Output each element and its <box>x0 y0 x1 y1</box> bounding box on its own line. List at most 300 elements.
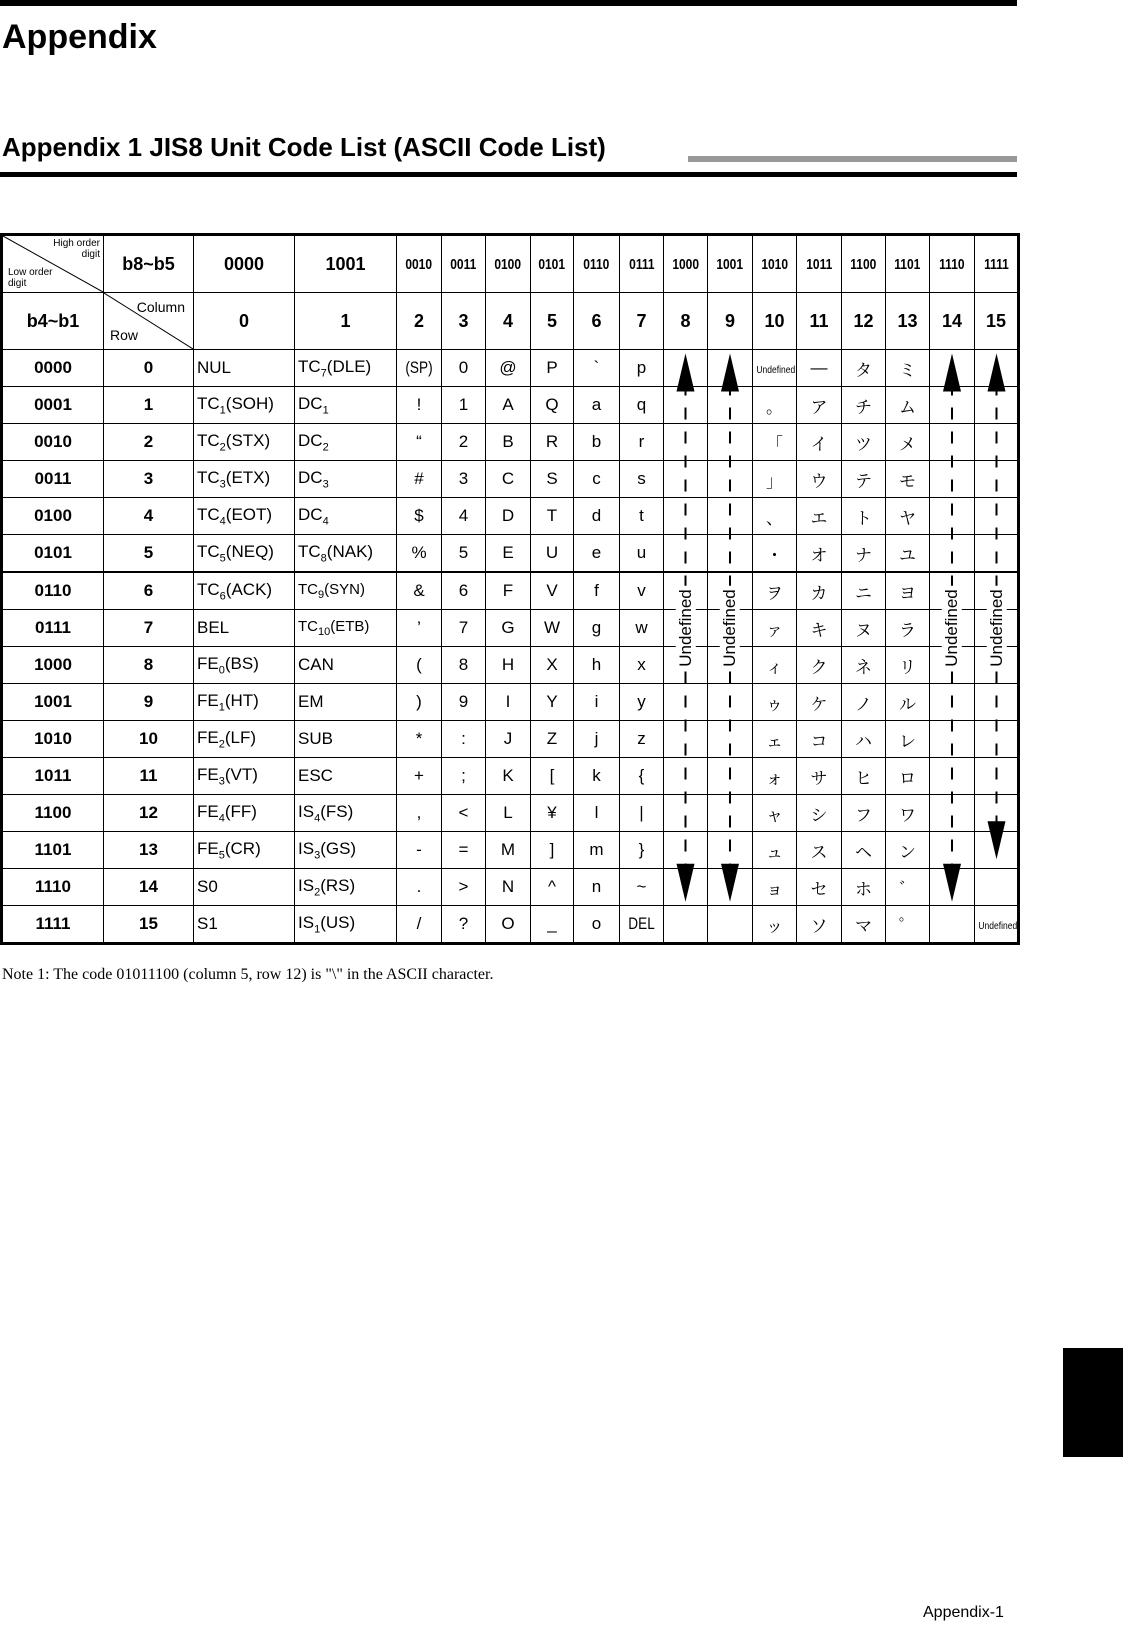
column-11-cell: サ <box>797 758 842 795</box>
column-1-cell: $TC_{10}(ETB)$ <box>295 610 397 647</box>
subscript: 1 <box>314 923 321 936</box>
column-6-cell: c <box>574 461 620 498</box>
low-bits-cell: 1100 <box>2 795 104 832</box>
column-2-cell: / <box>397 906 442 944</box>
column-14-cell <box>930 387 975 424</box>
column-0-cell: S1 <box>194 906 295 944</box>
column-12-cell: テ <box>842 461 886 498</box>
column-8-cell <box>664 906 708 944</box>
column-14-cell <box>930 869 975 906</box>
column-3-cell: 0 <box>442 350 486 387</box>
high-bits-5 <box>531 235 574 293</box>
column-10-cell: ・ <box>753 535 797 573</box>
column-9-cell <box>708 721 753 758</box>
column-4-cell: J <box>486 721 531 758</box>
char-text: DEL <box>628 914 655 933</box>
column-10-cell: ュ <box>753 832 797 869</box>
column-3-cell: < <box>442 795 486 832</box>
column-number-15: 15 <box>975 293 1019 350</box>
undefined-label: Undefined <box>756 365 796 376</box>
subscript: 5 <box>219 552 226 565</box>
subscript: 4 <box>219 515 226 528</box>
column-2-cell <box>397 350 442 387</box>
column-7-cell: s <box>620 461 664 498</box>
row-number-cell: 11 <box>104 758 194 795</box>
column-12-cell: ト <box>842 498 886 535</box>
column-number-12: 12 <box>842 293 886 350</box>
low-bits-cell: 1000 <box>2 647 104 684</box>
column-number-header-row <box>2 293 1019 350</box>
column-5-cell: ^ <box>531 869 574 906</box>
column-11-cell: ウ <box>797 461 842 498</box>
table-row <box>2 832 1019 869</box>
column-4-cell: I <box>486 684 531 721</box>
column-13-cell: レ <box>886 721 930 758</box>
column-7-cell: t <box>620 498 664 535</box>
subscript: 4 <box>322 515 329 528</box>
column-1-cell: $IS_4(FS)$ <box>295 795 397 832</box>
column-5-cell: ¥ <box>531 795 574 832</box>
column-10-cell: 「 <box>753 424 797 461</box>
column-0-cell: NUL <box>194 350 295 387</box>
column-7-cell: y <box>620 684 664 721</box>
subscript: 6 <box>219 590 226 603</box>
high-bits-text: 0110 <box>583 256 610 273</box>
column-10-cell: 、 <box>753 498 797 535</box>
column-4-cell: E <box>486 535 531 573</box>
column-15-cell <box>975 424 1019 461</box>
column-7-cell: z <box>620 721 664 758</box>
subscript: 3 <box>322 478 329 491</box>
table-row <box>2 758 1019 795</box>
column-8-cell <box>664 795 708 832</box>
column-12-cell: ヒ <box>842 758 886 795</box>
column-0-cell: $TC_5(NEQ)$ <box>194 535 295 573</box>
column-2-cell: ! <box>397 387 442 424</box>
high-bits-11 <box>797 235 842 293</box>
high-bits-0: 0000 <box>194 235 295 293</box>
appendix-thumb-tab <box>1063 1348 1123 1457</box>
high-bits-3 <box>442 235 486 293</box>
column-12-cell: ナ <box>842 535 886 573</box>
column-4-cell: D <box>486 498 531 535</box>
column-1-cell: $IS_1(US)$ <box>295 906 397 944</box>
column-11-cell: カ <box>797 572 842 610</box>
table-row <box>2 684 1019 721</box>
column-11-cell: — <box>797 350 842 387</box>
column-15-cell <box>975 832 1019 869</box>
column-12-cell: ヌ <box>842 610 886 647</box>
column-3-cell: 2 <box>442 424 486 461</box>
column-11-cell: ア <box>797 387 842 424</box>
column-9-cell <box>708 869 753 906</box>
column-6-cell: a <box>574 387 620 424</box>
column-5-cell: V <box>531 572 574 610</box>
undefined-column-label-9: Undefined <box>720 586 740 670</box>
column-7-cell: ~ <box>620 869 664 906</box>
low-bits-cell: 1110 <box>2 869 104 906</box>
column-2-cell: * <box>397 721 442 758</box>
low-bits-cell: 1111 <box>2 906 104 944</box>
column-14-cell <box>930 758 975 795</box>
column-row-corner-cell <box>104 293 194 350</box>
subscript: 0 <box>218 664 225 677</box>
column-2-cell: ) <box>397 684 442 721</box>
column-5-cell: ] <box>531 832 574 869</box>
column-12-cell: ハ <box>842 721 886 758</box>
table-row <box>2 795 1019 832</box>
column-7-cell: r <box>620 424 664 461</box>
column-9-cell <box>708 350 753 387</box>
row-number-cell: 6 <box>104 572 194 610</box>
column-1-cell: $TC_7(DLE)$ <box>295 350 397 387</box>
high-bits-text: 1110 <box>939 256 965 273</box>
column-2-cell: ( <box>397 647 442 684</box>
column-9-cell <box>708 832 753 869</box>
column-12-cell: ホ <box>842 869 886 906</box>
column-12-cell: マ <box>842 906 886 944</box>
column-3-cell: 7 <box>442 610 486 647</box>
column-3-cell: 6 <box>442 572 486 610</box>
high-bits-text: 1001 <box>716 256 744 273</box>
column-11-cell: オ <box>797 535 842 573</box>
column-0-cell: $FE_3(VT)$ <box>194 758 295 795</box>
row-number-cell: 12 <box>104 795 194 832</box>
column-3-cell: = <box>442 832 486 869</box>
column-8-cell <box>664 387 708 424</box>
table-row <box>2 498 1019 535</box>
column-11-cell: エ <box>797 498 842 535</box>
column-15-cell <box>975 498 1019 535</box>
section-rule <box>0 172 1017 177</box>
high-bits-15 <box>975 235 1019 293</box>
subscript: 3 <box>314 849 321 862</box>
column-5-cell: P <box>531 350 574 387</box>
column-11-cell: ソ <box>797 906 842 944</box>
column-7-cell: x <box>620 647 664 684</box>
subscript: 10 <box>318 626 331 638</box>
column-1-cell: $DC_2$ <box>295 424 397 461</box>
column-3-cell: 3 <box>442 461 486 498</box>
subscript: 2 <box>314 886 321 899</box>
column-4-cell: M <box>486 832 531 869</box>
row-number-cell: 1 <box>104 387 194 424</box>
column-15-cell <box>975 758 1019 795</box>
column-4-cell: O <box>486 906 531 944</box>
high-bits-1: 1001 <box>295 235 397 293</box>
table-row <box>2 869 1019 906</box>
column-5-cell: Y <box>531 684 574 721</box>
column-10-cell: ヲ <box>753 572 797 610</box>
column-10-cell: ャ <box>753 795 797 832</box>
row-number-cell: 7 <box>104 610 194 647</box>
table-row <box>2 350 1019 387</box>
column-5-cell: T <box>531 498 574 535</box>
column-6-cell: o <box>574 906 620 944</box>
column-14-cell <box>930 498 975 535</box>
column-7-cell: | <box>620 795 664 832</box>
column-11-cell: イ <box>797 424 842 461</box>
row-number-cell: 2 <box>104 424 194 461</box>
column-5-cell: _ <box>531 906 574 944</box>
column-10-cell: ァ <box>753 610 797 647</box>
column-5-cell: X <box>531 647 574 684</box>
column-5-cell: U <box>531 535 574 573</box>
column-11-cell: ケ <box>797 684 842 721</box>
low-bits-cell: 0111 <box>2 610 104 647</box>
section-title-bar <box>688 156 1017 162</box>
table-row <box>2 572 1019 610</box>
high-bits-13 <box>886 235 930 293</box>
column-9-cell <box>708 906 753 944</box>
high-bits-text: 0011 <box>450 256 477 273</box>
subscript: 1 <box>218 701 225 714</box>
low-order-digit-label: Low order digit <box>8 267 53 289</box>
column-14-cell <box>930 721 975 758</box>
undefined-column-label-8: Undefined <box>675 586 695 670</box>
subscript: 1 <box>322 404 329 417</box>
column-6-cell: f <box>574 572 620 610</box>
high-bits-9 <box>708 235 753 293</box>
column-8-cell <box>664 424 708 461</box>
column-8-cell <box>664 721 708 758</box>
column-4-cell: C <box>486 461 531 498</box>
column-6-cell: j <box>574 721 620 758</box>
row-number-cell: 5 <box>104 535 194 573</box>
column-4-cell: L <box>486 795 531 832</box>
column-14-cell <box>930 350 975 387</box>
subscript: 3 <box>219 478 226 491</box>
subscript: 4 <box>314 812 321 825</box>
column-14-cell <box>930 424 975 461</box>
subscript: 3 <box>218 775 225 788</box>
column-6-cell: l <box>574 795 620 832</box>
column-3-cell: ? <box>442 906 486 944</box>
column-11-cell: コ <box>797 721 842 758</box>
column-2-cell: “ <box>397 424 442 461</box>
subscript: 2 <box>322 441 329 454</box>
high-bits-header-row <box>2 235 1019 293</box>
table-row <box>2 424 1019 461</box>
column-8-cell <box>664 869 708 906</box>
column-1-cell: ESC <box>295 758 397 795</box>
subscript: 4 <box>218 812 225 825</box>
subscript: 9 <box>318 589 325 601</box>
column-4-cell: N <box>486 869 531 906</box>
column-6-cell: n <box>574 869 620 906</box>
row-number-cell: 8 <box>104 647 194 684</box>
column-number-2: 2 <box>397 293 442 350</box>
column-5-cell: R <box>531 424 574 461</box>
column-11-cell: ク <box>797 647 842 684</box>
low-bits-cell: 0011 <box>2 461 104 498</box>
table-row <box>2 387 1019 424</box>
column-7-cell: p <box>620 350 664 387</box>
column-9-cell <box>708 461 753 498</box>
column-9-cell <box>708 535 753 573</box>
column-2-cell: % <box>397 535 442 573</box>
column-number-14: 14 <box>930 293 975 350</box>
column-12-cell: ノ <box>842 684 886 721</box>
column-3-cell: 4 <box>442 498 486 535</box>
column-14-cell <box>930 461 975 498</box>
column-3-cell: 8 <box>442 647 486 684</box>
undefined-column-label-15: Undefined <box>986 586 1006 670</box>
column-13-cell: ゛ <box>886 869 930 906</box>
column-13-cell: ル <box>886 684 930 721</box>
row-number-cell: 4 <box>104 498 194 535</box>
undefined-column-label-14: Undefined <box>942 586 962 670</box>
top-rule <box>0 0 1017 6</box>
high-bits-text: 0100 <box>494 256 522 273</box>
column-5-cell: S <box>531 461 574 498</box>
column-5-cell: Q <box>531 387 574 424</box>
column-0-cell: $FE_4(FF)$ <box>194 795 295 832</box>
column-7-cell: q <box>620 387 664 424</box>
subscript: 2 <box>218 738 225 751</box>
column-2-cell: , <box>397 795 442 832</box>
column-13-cell: ラ <box>886 610 930 647</box>
column-7-cell: v <box>620 572 664 610</box>
high-order-digit-label: High order digit <box>53 238 100 260</box>
column-7-cell: } <box>620 832 664 869</box>
column-13-cell: ヤ <box>886 498 930 535</box>
high-bits-4 <box>486 235 531 293</box>
column-13-cell: リ <box>886 647 930 684</box>
column-13-cell: ゜ <box>886 906 930 944</box>
column-0-cell: S0 <box>194 869 295 906</box>
column-5-cell: Z <box>531 721 574 758</box>
column-6-cell: e <box>574 535 620 573</box>
column-8-cell <box>664 498 708 535</box>
column-0-cell: $FE_5(CR)$ <box>194 832 295 869</box>
column-15-cell <box>975 684 1019 721</box>
column-12-cell: タ <box>842 350 886 387</box>
subscript: 1 <box>219 404 226 417</box>
column-number-9: 9 <box>708 293 753 350</box>
column-13-cell: ユ <box>886 535 930 573</box>
column-10-cell: ョ <box>753 869 797 906</box>
column-number-4: 4 <box>486 293 531 350</box>
b8-b5-label: b8~b5 <box>104 235 194 293</box>
column-0-cell: BEL <box>194 610 295 647</box>
column-3-cell: 1 <box>442 387 486 424</box>
low-bits-cell: 0001 <box>2 387 104 424</box>
column-number-5: 5 <box>531 293 574 350</box>
column-4-cell: A <box>486 387 531 424</box>
high-bits-text: 0101 <box>538 256 566 273</box>
column-5-cell: W <box>531 610 574 647</box>
column-11-cell: セ <box>797 869 842 906</box>
high-bits-14 <box>930 235 975 293</box>
column-number-13: 13 <box>886 293 930 350</box>
column-3-cell: 5 <box>442 535 486 573</box>
column-9-cell <box>708 387 753 424</box>
column-13-cell: モ <box>886 461 930 498</box>
column-6-cell: b <box>574 424 620 461</box>
column-6-cell: i <box>574 684 620 721</box>
column-1-cell: $DC_4$ <box>295 498 397 535</box>
column-9-cell <box>708 498 753 535</box>
low-bits-cell: 1011 <box>2 758 104 795</box>
jis8-code-table <box>0 233 1020 945</box>
column-15-cell <box>975 350 1019 387</box>
column-1-cell: $TC_8(NAK)$ <box>295 535 397 573</box>
column-2-cell: ’ <box>397 610 442 647</box>
row-number-cell: 15 <box>104 906 194 944</box>
column-13-cell: ヨ <box>886 572 930 610</box>
column-12-cell: ニ <box>842 572 886 610</box>
column-9-cell <box>708 758 753 795</box>
column-14-cell <box>930 795 975 832</box>
row-number-cell: 0 <box>104 350 194 387</box>
high-bits-10 <box>753 235 797 293</box>
column-15-cell <box>975 869 1019 906</box>
column-8-cell <box>664 758 708 795</box>
column-4-cell: F <box>486 572 531 610</box>
column-4-cell: H <box>486 647 531 684</box>
column-2-cell: . <box>397 869 442 906</box>
column-number-1: 1 <box>295 293 397 350</box>
column-4-cell: K <box>486 758 531 795</box>
low-bits-cell: 0110 <box>2 572 104 610</box>
low-bits-cell: 0000 <box>2 350 104 387</box>
column-13-cell: ン <box>886 832 930 869</box>
column-6-cell: h <box>574 647 620 684</box>
column-6-cell: ` <box>574 350 620 387</box>
column-1-cell: $IS_2(RS)$ <box>295 869 397 906</box>
column-6-cell: d <box>574 498 620 535</box>
column-9-cell <box>708 684 753 721</box>
high-bits-text: 1101 <box>894 256 921 273</box>
column-13-cell: ミ <box>886 350 930 387</box>
column-number-8: 8 <box>664 293 708 350</box>
column-3-cell: : <box>442 721 486 758</box>
high-bits-text: 1100 <box>850 256 877 273</box>
subscript: 7 <box>320 367 327 380</box>
column-2-cell: & <box>397 572 442 610</box>
column-2-cell: - <box>397 832 442 869</box>
page-title: Appendix <box>2 18 157 56</box>
column-10-cell <box>753 350 797 387</box>
column-7-cell: { <box>620 758 664 795</box>
column-1-cell: CAN <box>295 647 397 684</box>
column-10-cell: ェ <box>753 721 797 758</box>
column-13-cell: ワ <box>886 795 930 832</box>
low-bits-cell: 0010 <box>2 424 104 461</box>
table-row <box>2 610 1019 647</box>
page-number: Appendix-1 <box>923 1604 1004 1621</box>
section-title: Appendix 1 JIS8 Unit Code List (ASCII Code List) <box>2 132 606 162</box>
column-12-cell: ヘ <box>842 832 886 869</box>
column-8-cell <box>664 461 708 498</box>
row-number-cell: 14 <box>104 869 194 906</box>
column-number-3: 3 <box>442 293 486 350</box>
column-8-cell <box>664 832 708 869</box>
column-2-cell: + <box>397 758 442 795</box>
column-11-cell: シ <box>797 795 842 832</box>
column-14-cell <box>930 535 975 573</box>
column-15-cell <box>975 795 1019 832</box>
column-3-cell: ; <box>442 758 486 795</box>
column-7-cell: w <box>620 610 664 647</box>
char-text: (SP) <box>405 358 433 377</box>
column-14-cell <box>930 832 975 869</box>
column-10-cell: ゥ <box>753 684 797 721</box>
high-bits-text: 1010 <box>761 256 788 273</box>
column-10-cell: ッ <box>753 906 797 944</box>
column-label: Column <box>136 299 185 315</box>
